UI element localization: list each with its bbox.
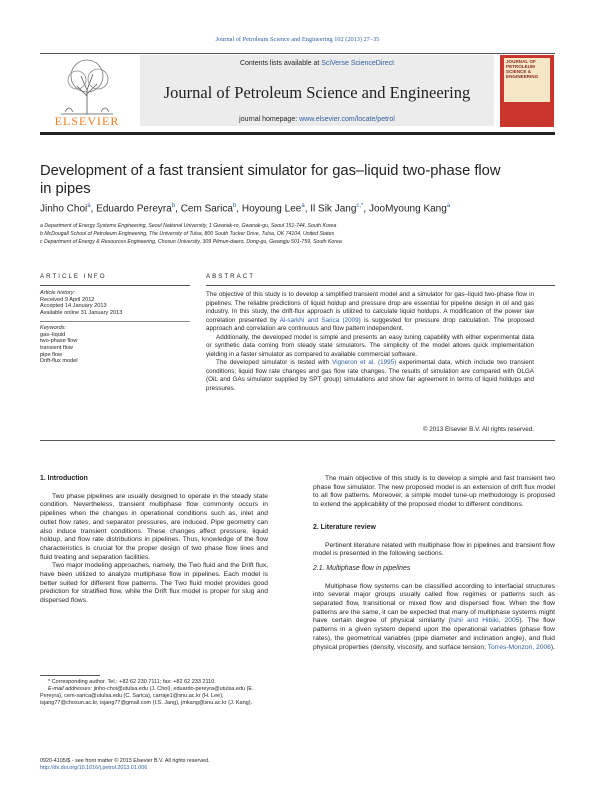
citation-link[interactable]: Torres-Monzon, 2006 [487,643,551,651]
sciencedirect-link[interactable]: SciVerse ScienceDirect [321,60,395,67]
affiliation-c: c Department of Energy & Resources Engineering, Chosun University, 309 Pilmun-daero, Dong-gu, Gwangju 501-759, South Korea [40,239,342,245]
info-divider [40,321,190,322]
article-info [40,290,190,365]
keywords-label: Keywords: [40,324,67,331]
bottom-notice [40,758,300,772]
author-affiliation-mark[interactable]: b [171,203,176,209]
author-affiliation-mark[interactable]: a [301,203,305,209]
abstract-text: is suggested for pressure drop calculation. The proposed approach and correlation are continuous and flow pattern independent. [206,316,534,332]
keyword: pipe flow [40,351,63,358]
homepage-line [140,116,494,123]
right-column [313,475,555,652]
journal-title: Journal of Petroleum Science and Engineering [163,83,471,102]
citation-link[interactable]: Vigneron et al. (1995) [332,359,397,366]
history-online: Available online 31 January 2013 [40,310,123,317]
keyword: gas–liquid [40,331,66,338]
intro-paragraph-1: Two phase pipelines are usually designed to operate in the steady state condition. Nevertheless, transient multiphase flow commonly occurs in pipelines when the changes in operational conditions such as, inlet and outlet flow rates, and separator pressures, are induced. Pipe geometry can also induce transient conditions. These changes affect pressure, liquid holdup, and flow rate distributions in pipelines. Thus, knowledge of the flow characteristics is crucial for the proper design of two phase flow lines and fluid treating and separation facilities. [40,492,268,561]
contents-line [140,60,494,67]
intro-paragraph-2: Two major modeling approaches, namely, the Two fluid and the Drift flux, have been utilized to analyze multiphase flow in pipelines. Each model is better suited for different flow patterns. The Two fluid model provides good prediction for stratified flow, while the Drift flux model is proper for slug and dispersed flows. [40,562,268,605]
author-affiliation-mark[interactable]: a [87,203,91,209]
copyright-notice: © 2013 Elsevier B.V. All rights reserved. [422,426,534,433]
footnote [40,679,270,707]
contents-prefix: Contents lists available at [239,60,322,67]
author-list: Jinho Choi$^a$, Eduardo Pereyra$^b$, Cem Sarica$^b$, Hoyoung Lee$^a$, Il Sik Jang$^{c,*}$, JooMyoung Kang$^a$ [40,203,451,215]
left-column [40,475,268,606]
email-label: E-mail addresses: [48,686,93,692]
author-name[interactable]: JooMyoung Kang [368,203,447,215]
footnote-rule [40,675,100,676]
journal-citation[interactable]: Journal of Petroleum Science and Engineering 102 (2013) 27–35 [215,36,380,43]
header-bottom-rule [40,132,555,135]
keyword: two-phase flow [40,338,78,345]
journal-cover-thumbnail [500,55,554,127]
corresponding-author: * Corresponding author. Tel.: +82 62 230 7111; fax: +82 62 233 2110. [48,679,216,685]
literature-paragraph: Pertinent literature related with multiphase flow in pipelines and transient flow model is presented in the following sections. [313,541,555,558]
section-1-heading: 1. Introduction [40,475,88,482]
abstract-bottom-rule [40,440,555,441]
header-top-rule [40,53,555,54]
abstract-paragraph-2: Additionally, the developed model is simple and presents an easy tuning capability with either experimental data or synthetic data coming from steady state simulators. The simplicity of the model allows quick implementation yielding in a faster simulator as compared to available commercial software. [206,333,534,358]
author-affiliation-mark[interactable]: a [446,203,451,209]
article-title: Development of a fast transient simulator for gas–liquid two-phase flow in pipes [40,163,501,197]
article-info-rule [40,285,190,286]
body-text: ). [550,643,555,651]
cover-title: JOURNAL OF PETROLEUM SCIENCE & ENGINEERING [504,58,550,102]
abstract-heading: ABSTRACT [206,273,256,280]
homepage-link[interactable]: www.elsevier.com/locate/petrol [299,116,395,123]
publisher-logo-text: ELSEVIER [54,114,120,128]
objective-paragraph: The main objective of this study is to develop a simple and fast transient two phase flow simulator. The new proposed model is an extension of drift flux model to all flow patterns. Moreover, a simple model tune-up methodology is proposed to extend the applicability of the proposed model to different conditions. [313,475,555,509]
author-name[interactable]: Jinho Choi [40,203,88,215]
abstract-text: experimental data, which include two transient conditions; liquid flow rate changes and gas flow rate changes. The results of simulation are compared with OLGA (OiL and GAs simulator supplied by SPT group) simulations and show fair agreement in terms of liquid holdups and pressures. [206,359,534,392]
email-addresses[interactable]: jinho-choi@utulsa.edu (J. Choi), eduardo-pereyra@utulsa.edu (E. Pereyra), cem-sarica@utulsa.edu (C. Sarica), carraje1@snu.ac.kr (H. Lee), isjang77@chosun.ac.kr, isjang77@gmail.com (I.S. Jang), jmkang@snu.ac.kr (J. Kang). [40,686,254,706]
section-2-heading: 2. Literature review [313,523,376,531]
citation-link[interactable]: Ishii and Hibiki, 2005 [450,617,520,625]
author-name[interactable]: Il Sik Jang [310,203,357,215]
article-info-heading: ARTICLE INFO [40,273,107,280]
author-affiliation-mark[interactable]: b [232,203,237,209]
body-text: Multiphase flow systems can be classified according to interfacial structures into several major groups usually called flow regimes or patterns such as separated flow, transitional or mixed flow and dispersed flow. When the flow patterns are the same, it can be expected that many of multiphase systems might have certain degree of physical similarity ( [313,582,555,625]
history-label: Article history: [40,290,76,296]
affiliation-a: a Department of Energy Systems Engineering, Seoul National University, 1 Gwanak-ro, Gwanak-gu, Seoul 151-744, South Korea [40,223,337,229]
author-name[interactable]: Eduardo Pereyra [96,203,172,215]
issn-line: 0920-4105/$ - see front matter © 2013 Elsevier B.V. All rights reserved. [40,758,210,764]
author-name[interactable]: Cem Sarica [180,203,233,215]
doi-link[interactable]: http://dx.doi.org/10.1016/j.petrol.2013.01.006 [40,765,148,771]
keyword: Drift-flux model [40,358,78,365]
history-received: Received 9 April 2012 [40,296,95,303]
history-accepted: Accepted 14 January 2013 [40,303,107,310]
citation-link[interactable]: Al-sarkhi and Sarica (2009) [279,316,361,324]
author-name[interactable]: Hoyoung Lee [241,203,302,215]
abstract-body [206,291,534,393]
section-2-1-heading: 2.1. Multiphase flow in pipelines [313,564,411,572]
affiliation-b: b McDougall School of Petroleum Engineering, The University of Tulsa, 800 South Tucker Drive, Tulsa, OK 74104, United States [40,231,335,237]
author-affiliation-mark[interactable]: c,* [356,203,364,209]
homepage-prefix: journal homepage: [239,116,300,123]
abstract-rule [206,285,555,286]
abstract-text: The objective of this study is to develop a simplified transient model and a simulator for gas–liquid two-phase flow in pipelines. The reliable predictions of liquid holdup and pressure drop are essential for pipeline design in oil and gas industry. In this study, the drift-flux approach is utilized to calculate liquid holdups. A modification of the power law correlation presented by [206,291,534,324]
body-text: ). The flow patterns in a given system depend upon the operational variables (phase flow rates), the geometrical variables (pipe diameter and inclination angle), and fluid physical properties (density, viscosity, and surface tension; [313,617,555,651]
abstract-text: The developed simulator is tested with [216,359,333,366]
keyword: transient flow [40,344,73,351]
